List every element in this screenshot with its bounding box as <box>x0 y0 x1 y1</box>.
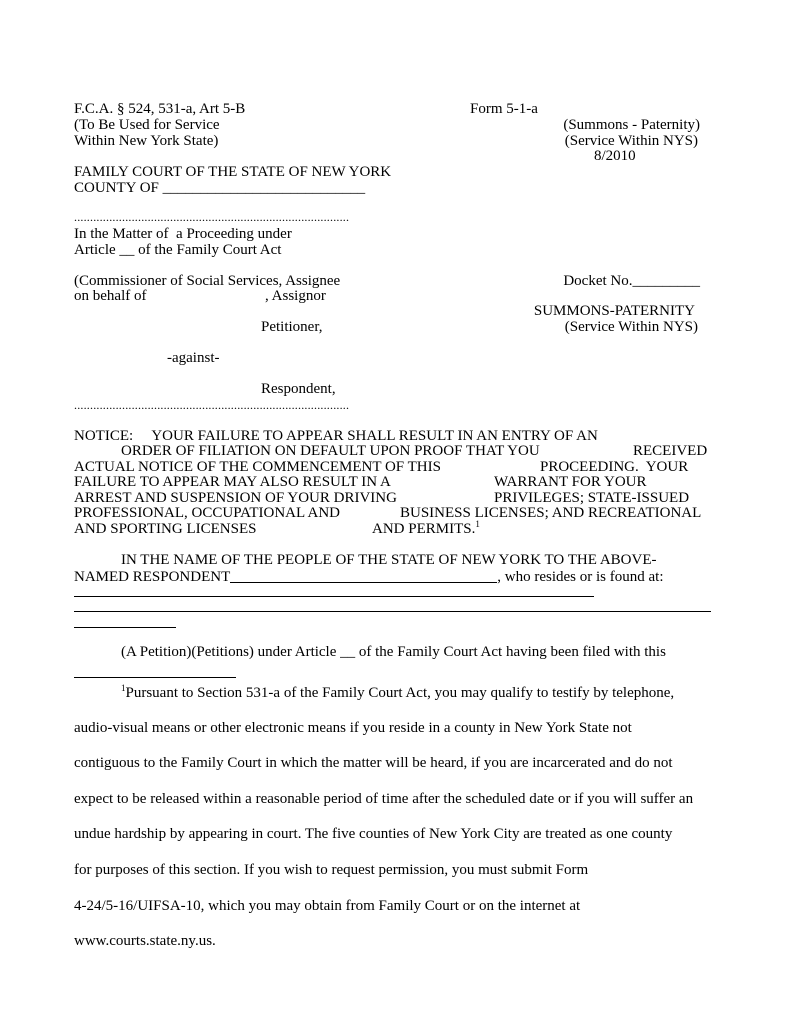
footnote-line6: for purposes of this section. If you wish to request permission, you must submit Form <box>74 862 589 878</box>
notice-line7a: AND SPORTING LICENSES <box>74 521 257 537</box>
usage-note-line2: Within New York State) <box>74 133 219 149</box>
notice-line3b: PROCEEDING. YOUR <box>540 459 689 475</box>
summons-line2 <box>74 568 664 585</box>
address-blank-line1 <box>74 596 594 597</box>
commissioner-line: (Commissioner of Social Services, Assignee <box>74 273 341 289</box>
docket-number: Docket No._________ <box>563 273 700 289</box>
matter-line1: In the Matter of a Proceeding under <box>74 226 292 242</box>
notice-line1: NOTICE: YOUR FAILURE TO APPEAR SHALL RESULT IN AN ENTRY OF AN <box>74 428 598 444</box>
against-label: -against- <box>167 350 220 366</box>
statute-reference: F.C.A. § 524, 531-a, Art 5-B <box>74 101 246 117</box>
respondent-name-blank <box>230 568 497 583</box>
petitioner-label: Petitioner, <box>261 319 323 335</box>
footnote-line8: www.courts.state.ny.us. <box>74 933 216 949</box>
document-title: SUMMONS-PATERNITY <box>533 303 695 319</box>
notice-line4a: FAILURE TO APPEAR MAY ALSO RESULT IN A <box>74 474 391 490</box>
footnote-reference: 1 <box>475 519 480 529</box>
footnote-line5: undue hardship by appearing in court. The five counties of New York City are treated as one county <box>74 826 673 842</box>
notice-line6b: BUSINESS LICENSES; AND RECREATIONAL <box>400 505 702 521</box>
address-blank-line3 <box>74 627 176 628</box>
footnote-separator <box>74 677 236 678</box>
notice-permits-text: AND PERMITS. <box>372 521 476 537</box>
notice-line2b: RECEIVED <box>633 443 708 459</box>
footnote-line3: contiguous to the Family Court in which the matter will be heard, if you are incarcerated and do not <box>74 755 673 771</box>
petition-line: (A Petition)(Petitions) under Article __ of the Family Court Act having been filed with this <box>121 644 666 660</box>
county-line: COUNTY OF ___________________________ <box>74 180 366 196</box>
footnote-line1 <box>121 684 674 702</box>
respondent-label: Respondent, <box>261 381 336 397</box>
notice-line4b: WARRANT FOR YOUR <box>494 474 647 490</box>
usage-note-line1: (To Be Used for Service <box>74 117 220 133</box>
footnote-text-1: Pursuant to Section 531-a of the Family Court Act, you may qualify to testify by telephone, <box>125 685 675 701</box>
form-date: 8/2010 <box>594 148 636 164</box>
notice-line7b <box>372 521 480 537</box>
document-service: (Service Within NYS) <box>564 319 698 335</box>
caption-dots-bottom: ...................................................................................... <box>74 398 350 412</box>
assignor-label: , Assignor <box>265 288 326 304</box>
caption-dots-top: ...................................................................................... <box>74 210 350 224</box>
court-name: FAMILY COURT OF THE STATE OF NEW YORK <box>74 164 392 180</box>
notice-line3a: ACTUAL NOTICE OF THE COMMENCEMENT OF THIS <box>74 459 441 475</box>
summons-line1: IN THE NAME OF THE PEOPLE OF THE STATE OF NEW YORK TO THE ABOVE- <box>121 552 657 568</box>
resides-label: , who resides or is found at: <box>497 569 664 585</box>
notice-line5a: ARREST AND SUSPENSION OF YOUR DRIVING <box>74 490 397 506</box>
notice-line2a: ORDER OF FILIATION ON DEFAULT UPON PROOF THAT YOU <box>121 443 540 459</box>
form-service: (Service Within NYS) <box>564 133 698 149</box>
form-type: (Summons - Paternity) <box>563 117 700 133</box>
footnote-line2: audio-visual means or other electronic means if you reside in a county in New York State not <box>74 720 632 736</box>
notice-line5b: PRIVILEGES; STATE-ISSUED <box>494 490 690 506</box>
behalf-of-label: on behalf of <box>74 288 147 304</box>
address-blank-line2 <box>74 611 711 612</box>
footnote-line4: expect to be released within a reasonable period of time after the scheduled date or if you will suffer an <box>74 791 694 807</box>
notice-line6a: PROFESSIONAL, OCCUPATIONAL AND <box>74 505 341 521</box>
matter-line2: Article __ of the Family Court Act <box>74 242 282 258</box>
named-respondent-label: NAMED RESPONDENT <box>74 569 231 585</box>
form-number: Form 5-1-a <box>470 101 538 117</box>
footnote-marker: 1 <box>121 683 126 693</box>
footnote-line7: 4-24/5-16/UIFSA-10, which you may obtain from Family Court or on the internet at <box>74 898 581 914</box>
